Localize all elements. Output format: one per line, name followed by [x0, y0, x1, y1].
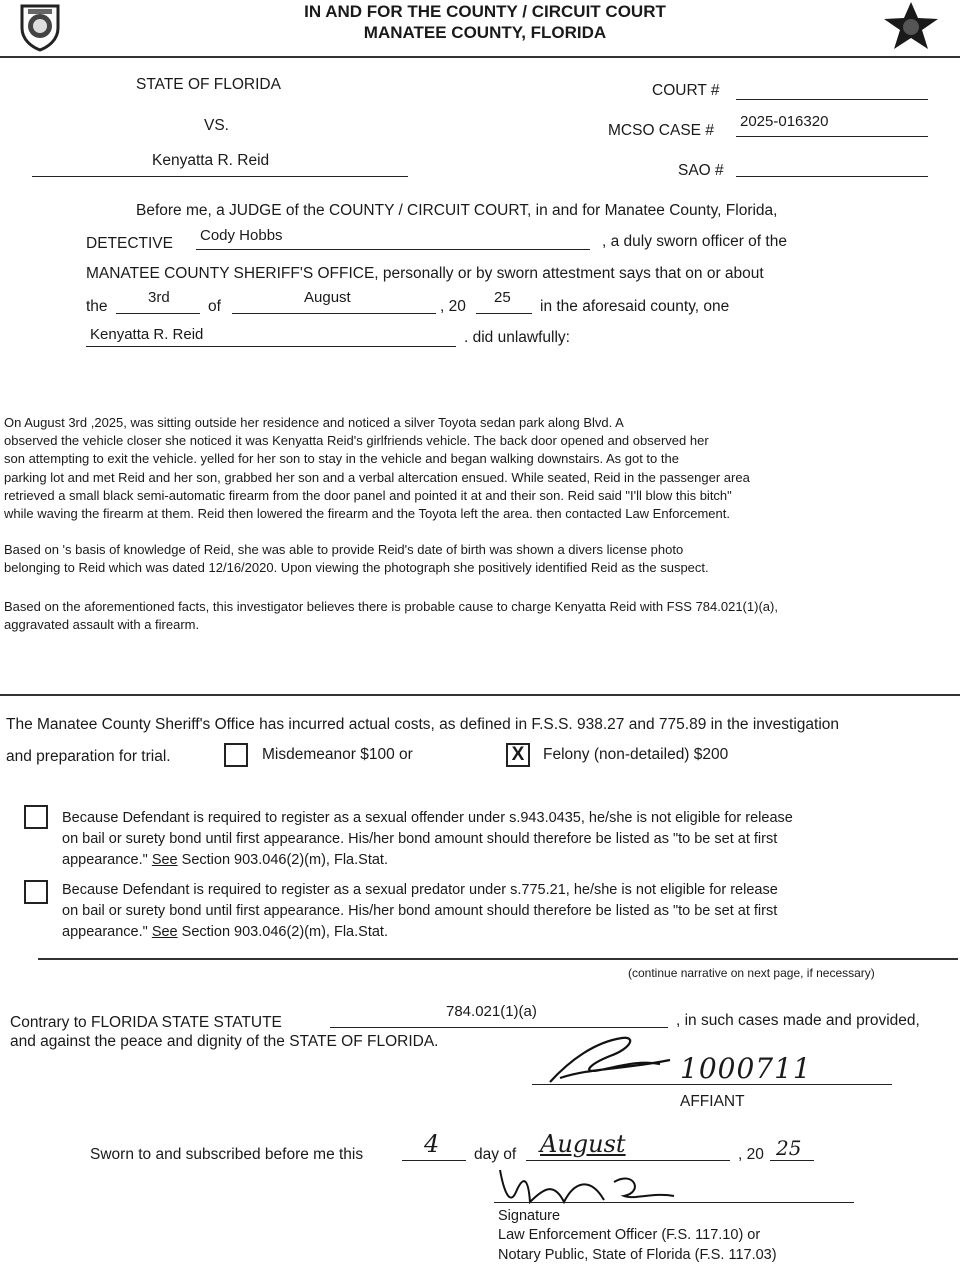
officer-signature-scribble [494, 1162, 714, 1212]
notice-text: Section 903.046(2)(m), Fla.Stat. [181, 924, 388, 940]
costs-line1: The Manatee County Sheriff's Office has incurred actual costs, as defined in F.S.S. 938.27 and 775.89 in the investigation [6, 716, 840, 733]
contrary-statute-label: Contrary to FLORIDA STATE STATUTE [10, 1014, 282, 1031]
notice-text: appearance." [62, 924, 148, 940]
identification-paragraph [4, 541, 954, 577]
narrative-line: retrieved a small black semi-automatic firearm from the door panel and pointed it at and their son. Reid said "I'll blow this bitch" [4, 487, 732, 503]
state-of-florida: STATE OF FLORIDA [136, 76, 281, 93]
narrative-line: Based on the aforementioned facts, this investigator believes there is probable cause to charge Kenyatta Reid with FSS 784.021(1)(a), [4, 599, 778, 614]
sexual-offender-notice [62, 808, 942, 871]
sworn-day-line [402, 1160, 466, 1161]
defendant-name: Kenyatta R. Reid [152, 152, 270, 169]
probable-cause-paragraph [4, 598, 954, 634]
affiant-signature-scribble [540, 1030, 690, 1090]
did-unlawfully: . did unlawfully: [464, 329, 570, 346]
header-rule [0, 56, 960, 58]
notice-line: on bail or surety bond until first appearance. His/her bond amount should therefore be listed as "to be set at first [62, 903, 778, 919]
notice-line: Because Defendant is required to register as a sexual offender under s.943.0435, he/she is not eligible for release [62, 810, 793, 826]
affiant-line [532, 1084, 892, 1085]
sao-label: SAO # [678, 162, 724, 179]
felony-label: Felony (non-detailed) $200 [543, 746, 729, 763]
mcso-case-field[interactable]: 2025-016320 [740, 113, 829, 130]
court-number-label: COURT # [652, 82, 720, 99]
narrative-line: son attempting to exit the vehicle. yelled for her son to stay in the vehicle and began walking downstairs. As got to the [4, 451, 679, 467]
the-label: the [86, 298, 108, 315]
sworn-officer-text: , a duly sworn officer of the [602, 233, 787, 250]
narrative-line: On August 3rd ,2025, was sitting outside her residence and noticed a silver Toyota sedan park along Blvd. A [4, 415, 624, 430]
officer-title-line1: Law Enforcement Officer (F.S. 117.10) or [498, 1227, 761, 1243]
notice-line [62, 922, 942, 943]
continue-note: (continue narrative on next page, if necessary) [628, 966, 875, 980]
felony-checkbox[interactable] [506, 743, 530, 767]
vs-label: VS. [204, 117, 229, 134]
court-header-line2: MANATEE COUNTY, FLORIDA [363, 23, 607, 42]
narrative-line: Based on 's basis of knowledge of Reid, she was able to provide Reid's date of birth was shown a divers license photo [4, 542, 684, 557]
mcso-case-label: MCSO CASE # [608, 122, 714, 139]
section-rule [0, 694, 960, 696]
day-line [116, 313, 200, 314]
notice-line [62, 850, 942, 871]
notice-rule [38, 958, 958, 960]
affidavit-intro: Before me, a JUDGE of the COUNTY / CIRCUIT COURT, in and for Manatee County, Florida, [136, 202, 778, 219]
county-text: in the aforesaid county, one [540, 298, 730, 315]
notice-line: Because Defendant is required to register as a sexual predator under s.775.21, he/she is not eligible for release [62, 882, 778, 898]
narrative-line: belonging to Reid which was dated 12/16/2020. Upon viewing the photograph she positively identified Reid as the suspect. [4, 560, 709, 576]
of-label: of [208, 298, 221, 315]
court-header-line1: IN AND FOR THE COUNTY / CIRCUIT COURT [304, 2, 666, 21]
sworn-month-line [526, 1160, 730, 1161]
detective-line [196, 249, 590, 250]
cases-provided-text: , in such cases made and provided, [676, 1012, 920, 1029]
sao-line [736, 176, 928, 177]
sworn-year-line [770, 1160, 814, 1161]
year-field[interactable]: 25 [494, 289, 511, 306]
costs-line2: and preparation for trial. [6, 748, 171, 765]
signature-label: Signature [498, 1208, 561, 1224]
day-of-label: day of [474, 1146, 517, 1163]
misdemeanor-label: Misdemeanor $100 or [262, 746, 413, 763]
narrative-line: parking lot and met Reid and her son, grabbed her son and a verbal altercation ensued. While seated, Reid in the passenger area [4, 469, 750, 485]
sexual-offender-checkbox[interactable] [24, 805, 48, 829]
detective-label: DETECTIVE [86, 235, 173, 252]
sworn-day-field[interactable]: 4 [424, 1130, 440, 1158]
month-field[interactable]: August [304, 289, 351, 306]
sexual-predator-notice [62, 880, 942, 943]
officer-signature-line [494, 1202, 854, 1203]
mcso-case-line [736, 136, 928, 137]
office-text: MANATEE COUNTY SHERIFF'S OFFICE, personally or by sworn attestment says that on or about [86, 265, 764, 282]
statute-line [330, 1027, 668, 1028]
sheriff-star-icon [880, 0, 942, 52]
year-prefix: , 20 [440, 298, 466, 315]
detective-name-field[interactable]: Cody Hobbs [200, 227, 283, 244]
notice-text: appearance." [62, 852, 148, 868]
affiant-handwritten-id: 1000711 [680, 1052, 812, 1085]
sheriff-seal-icon [16, 2, 64, 52]
court-number-line [736, 99, 928, 100]
peace-dignity-text: and against the peace and dignity of the STATE OF FLORIDA. [10, 1033, 439, 1050]
officer-title-line2: Notary Public, State of Florida (F.S. 117.03) [498, 1247, 777, 1263]
narrative-line: aggravated assault with a firearm. [4, 617, 200, 633]
sexual-predator-checkbox[interactable] [24, 880, 48, 904]
sworn-month-field[interactable]: August [540, 1130, 626, 1158]
narrative-paragraph [4, 414, 954, 523]
month-line [232, 313, 436, 314]
notice-line: on bail or surety bond until first appearance. His/her bond amount should therefore be listed as "to be set at first [62, 831, 778, 847]
day-field[interactable]: 3rd [148, 289, 170, 306]
narrative-line: while waving the firearm at them. Reid then lowered the firearm and the Toyota left the area. then contacted Law Enforcement. [4, 506, 730, 522]
subject-line [86, 346, 456, 347]
see-link: See [151, 852, 178, 868]
subject-name-field[interactable]: Kenyatta R. Reid [90, 326, 204, 343]
sworn-year-prefix: , 20 [738, 1146, 764, 1163]
see-link: See [151, 924, 178, 940]
statute-field[interactable]: 784.021(1)(a) [446, 1003, 537, 1020]
felony-mark: X [511, 744, 525, 765]
notice-text: Section 903.046(2)(m), Fla.Stat. [181, 852, 388, 868]
affiant-label: AFFIANT [680, 1093, 745, 1110]
misdemeanor-checkbox[interactable] [224, 743, 248, 767]
sworn-year-field[interactable]: 25 [776, 1136, 802, 1160]
sworn-text: Sworn to and subscribed before me this [90, 1146, 364, 1163]
narrative-line: observed the vehicle closer she noticed it was Kenyatta Reid's girlfriends vehicle. The back door opened and observed her [4, 433, 709, 449]
defendant-line [32, 176, 408, 177]
year-line [476, 313, 532, 314]
